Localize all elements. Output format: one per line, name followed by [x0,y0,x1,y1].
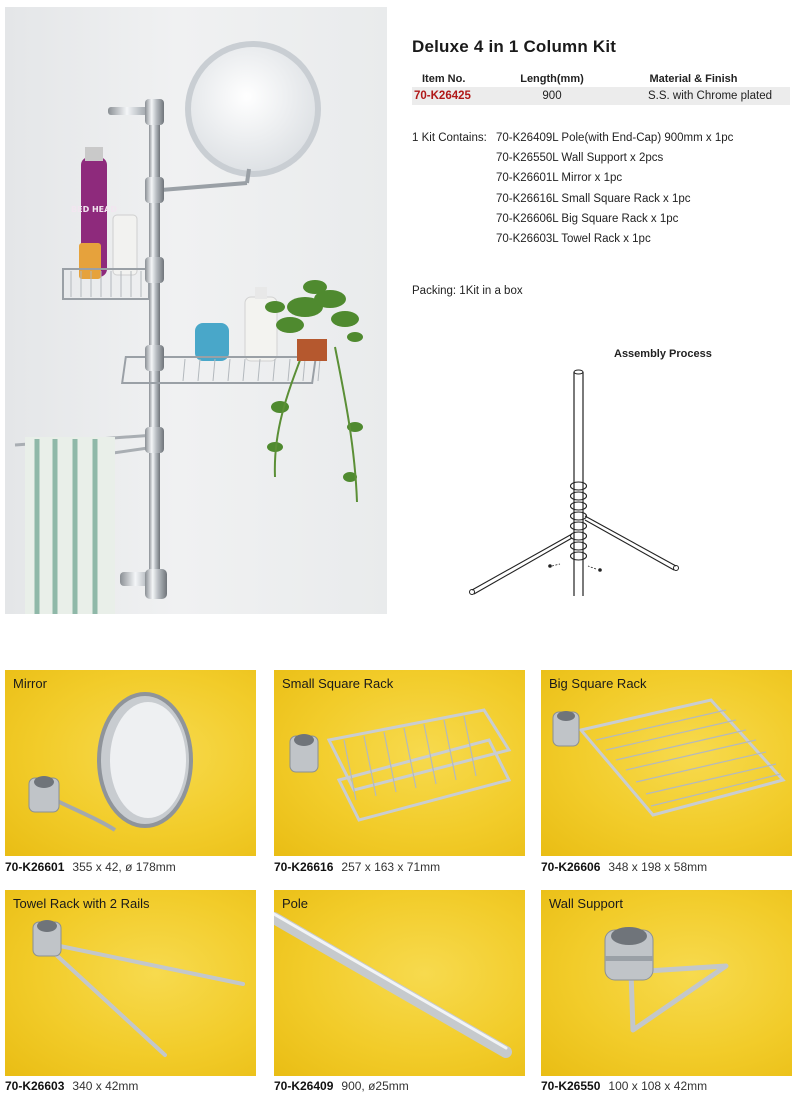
card-code: 70-K26409 [274,1079,334,1093]
header-length: Length(mm) [520,72,584,85]
card-title: Big Square Rack [549,676,647,691]
list-item: 70-K26603L Towel Rack x 1pc [496,233,651,246]
card-dims: 100 x 108 x 42mm [608,1079,708,1093]
list-item: 70-K26409L Pole(with End-Cap) 900mm x 1pc [496,132,734,144]
card-code: 70-K26606 [541,860,601,874]
card-code: 70-K26550 [541,1079,601,1093]
card-dims: 257 x 163 x 71mm [341,860,441,874]
plant [265,280,363,482]
card-title: Small Square Rack [282,676,394,691]
cell-item-no: 70-K26425 [412,87,507,105]
card-caption [274,1079,409,1093]
card-dims: 355 x 42, ø 178mm [72,860,176,874]
card-code: 70-K26601 [5,860,65,874]
table-row [412,87,790,105]
spec-table [412,70,790,105]
cell-length: 900 [507,87,597,105]
card-pole [274,890,525,1076]
card-small-rack [274,670,525,856]
list-item: 70-K26616L Small Square Rack x 1pc [496,192,691,205]
bottle-label: BED HEAD [71,205,117,214]
card-dims: 348 x 198 x 58mm [608,860,708,874]
assembly-diagram [464,366,694,611]
bottle-blue [195,323,229,361]
card-towel-rack [5,890,256,1076]
towel-rack-icon [53,945,243,1055]
packing-info: Packing: 1Kit in a box [412,285,523,297]
card-title: Towel Rack with 2 Rails [13,896,150,911]
cell-material: S.S. with Chrome plated [597,87,790,105]
card-caption [5,860,176,874]
card-mirror [5,670,256,856]
card-code: 70-K26603 [5,1079,65,1093]
card-title: Mirror [13,676,47,691]
kit-contents [412,128,733,249]
card-caption [541,860,707,874]
card-title: Wall Support [549,896,623,911]
mirror-glass [191,47,315,171]
hero-photo [5,7,387,614]
pole-icon [274,918,506,1052]
kit-label: 1 Kit Contains: [412,132,487,144]
list-item: 70-K26606L Big Square Rack x 1pc [496,212,679,225]
assembly-title: Assembly Process [614,348,712,360]
card-caption [5,1079,138,1093]
card-caption [541,1079,707,1093]
list-item: 70-K26601L Mirror x 1pc [496,172,623,185]
page-title: Deluxe 4 in 1 Column Kit [412,37,617,56]
small-rack-icon [329,710,509,820]
list-item: 70-K26550L Wall Support x 2pcs [496,152,664,165]
card-wall-support [541,890,792,1076]
header-material: Material & Finish [649,72,738,85]
header-item-no: Item No. [422,72,466,85]
card-title: Pole [282,896,309,911]
card-dims: 340 x 42mm [72,1079,139,1093]
card-dims: 900, ø25mm [341,1079,409,1093]
card-big-rack [541,670,792,856]
card-caption [274,860,440,874]
card-code: 70-K26616 [274,860,334,874]
